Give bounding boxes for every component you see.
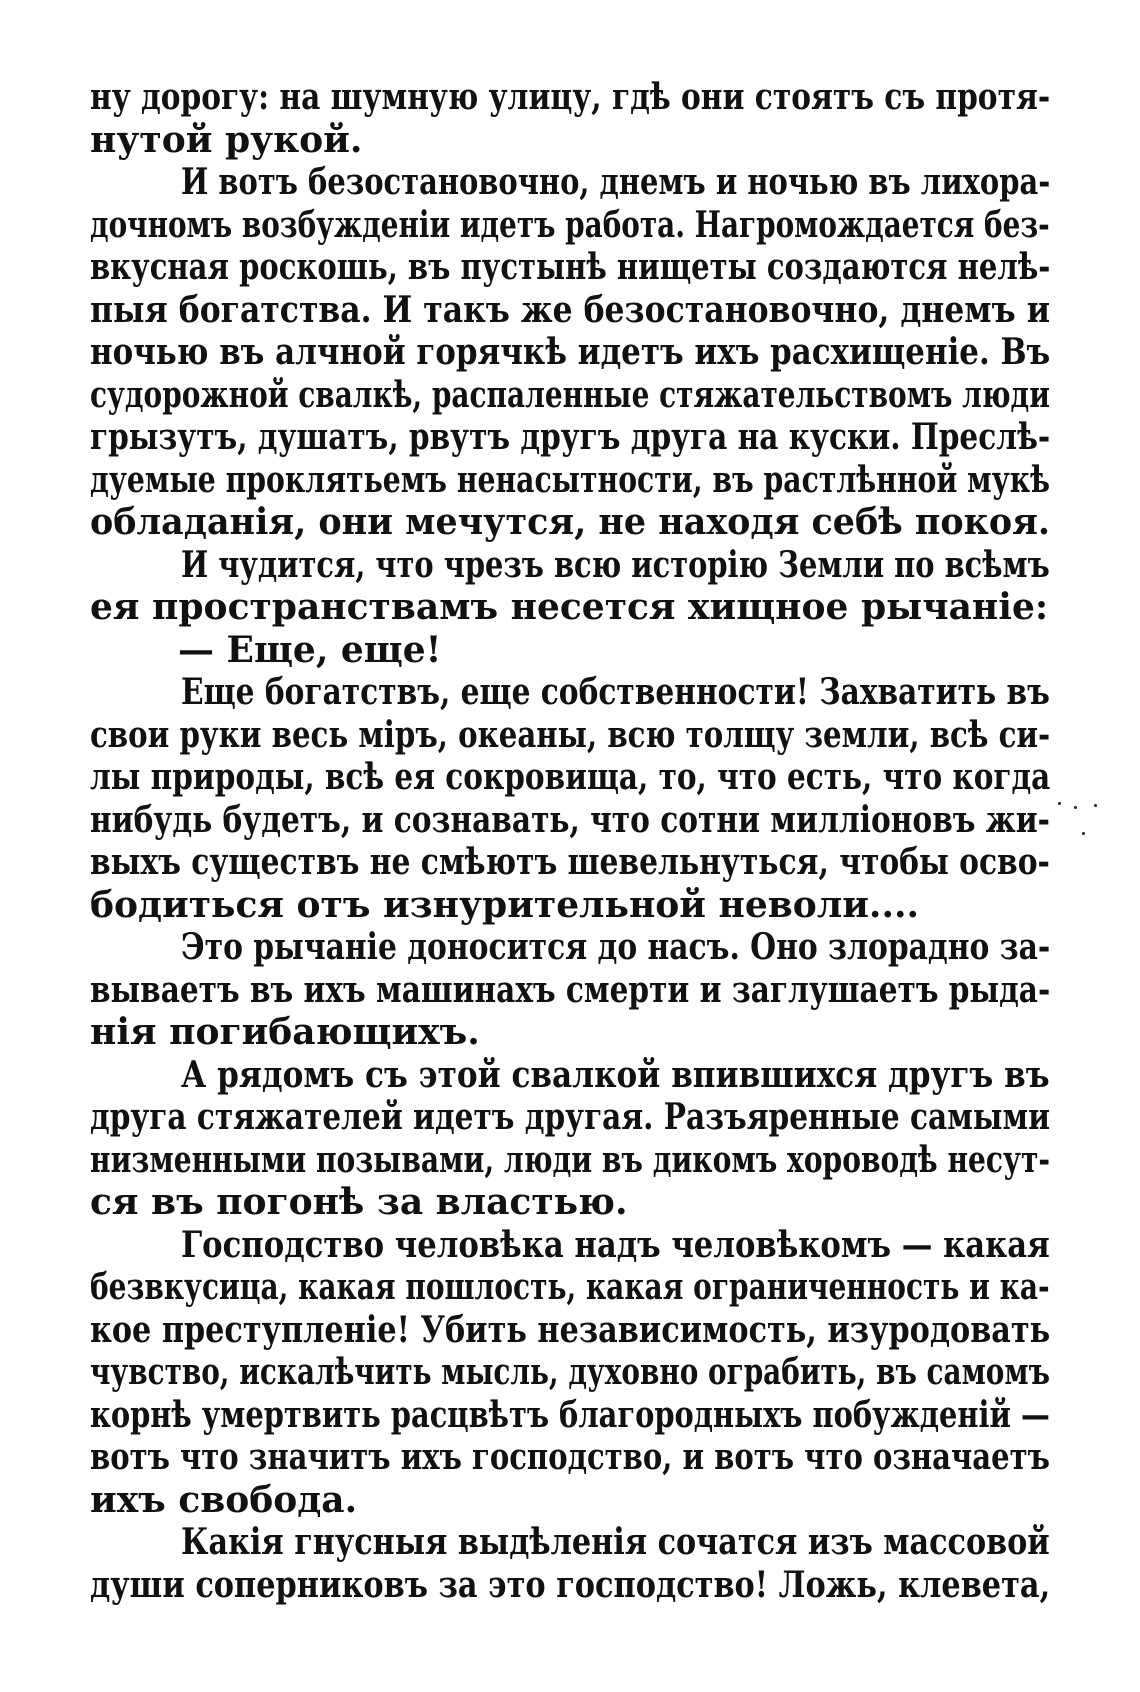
text-line: низменными позывами, люди въ дикомъ хороводѣ несут- (90, 1138, 1051, 1181)
text-line: ихъ свобода. (90, 1478, 358, 1521)
text-line: выхъ существъ не смѣютъ шевельнуться, чтобы осво- (90, 841, 1050, 883)
text-line: грызутъ, душатъ, рвутъ другъ друга на куски. Преслѣ- (90, 416, 1051, 458)
text-line: обладанія, они мечутся, не находя себѣ покоя. (90, 501, 1051, 543)
margin-mark (1074, 806, 1077, 809)
text-line: Господство человѣка надъ человѣкомъ — какая (180, 1223, 1050, 1266)
text-line: кое преступленіе! Убить независимость, изуродовать (90, 1308, 1051, 1351)
text-line: ся въ погонѣ за властью. (90, 1181, 628, 1223)
text-line: нутой рукой. (90, 118, 363, 161)
text-line: души соперниковъ за это господство! Ложь, клевета, (90, 1563, 1051, 1606)
text-line: ночью въ алчной горячкѣ идетъ ихъ расхищеніе. Въ (90, 331, 1051, 373)
text-line: нія погибающихъ. (90, 1011, 480, 1053)
margin-mark (1058, 802, 1061, 805)
text-line: Какія гнусныя выдѣленія сочатся изъ массовой (180, 1521, 1050, 1563)
text-line: вотъ что значитъ ихъ господство, и вотъ что означаетъ (90, 1436, 1050, 1478)
text-line: ея пространствамъ несется хищное рычаніе: (90, 586, 1049, 628)
text-line: дочномъ возбужденіи идетъ работа. Нагромождается без- (90, 203, 1050, 246)
text-line: бодиться отъ изнурительной неволи.... (90, 883, 920, 926)
book-page (90, 76, 1050, 1606)
text-line: лы природы, всѣ ея сокровища, то, что есть, что когда (90, 756, 1051, 798)
text-line: корнѣ умертвить расцвѣтъ благородныхъ побужденій — (90, 1393, 1050, 1436)
margin-mark (1094, 804, 1097, 807)
text-line: друга стяжателей идетъ другая. Разъяренные самыми (90, 1096, 1051, 1138)
text-line: Это рычаніе доносится до насъ. Оно злорадно за- (180, 926, 1051, 968)
page-text (90, 76, 1050, 1606)
text-line: безвкусица, какая пошлость, какая ограниченность и ка- (90, 1266, 1050, 1308)
text-line: Еще богатствъ, еще собственности! Захватить въ (180, 671, 1050, 713)
text-line: А рядомъ съ этой свалкой впившихся другъ въ (180, 1053, 1050, 1096)
text-line: И вотъ безостановочно, днемъ и ночью въ лихора- (180, 161, 1051, 203)
text-line: дуемые проклятьемъ ненасытности, въ растлѣнной мукѣ (90, 458, 1051, 501)
text-line: чувство, искалѣчить мысль, духовно ограбить, въ самомъ (90, 1351, 1050, 1393)
text-line: судорожной свалкѣ, распаленные стяжательствомъ люди (90, 373, 1050, 416)
text-line: вкусная роскошь, въ пустынѣ нищеты создаются нелѣ- (90, 246, 1051, 288)
margin-mark (1082, 832, 1085, 835)
text-line: нибудь будетъ, и сознавать, что сотни милліоновъ жи- (90, 798, 1050, 841)
margin-marks (1052, 798, 1112, 858)
text-line: И чудится, что чрезъ всю исторію Земли по всѣмъ (180, 543, 1050, 586)
text-line: вываетъ въ ихъ машинахъ смерти и заглушаетъ рыда- (90, 968, 1051, 1011)
text-line: — Еще, еще! (178, 628, 442, 671)
text-line: свои руки весь міръ, океаны, всю толщу земли, всѣ си- (90, 713, 1051, 756)
text-line: ну дорогу: на шумную улицу, гдѣ они стоятъ съ протя- (90, 76, 1051, 118)
text-line: пыя богатства. И такъ же безостановочно, днемъ и (90, 288, 1051, 331)
